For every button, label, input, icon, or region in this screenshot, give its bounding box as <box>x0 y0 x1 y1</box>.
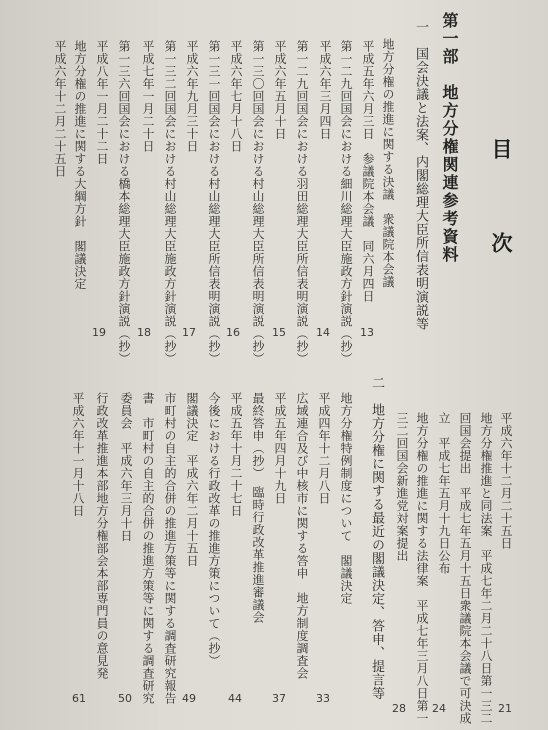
toc-entry-date: 平成六年五月十日 <box>273 40 287 140</box>
toc-entry: 第一三〇回国会における村山総理大臣所信表明演説（抄） <box>251 40 265 365</box>
toc-entry-date: 平成六年十一月十八日 <box>71 392 85 517</box>
section-one-heading: 一 国会決議と法案、内閣総理大臣所信表明演説等 <box>413 20 428 331</box>
page-number: 50 <box>118 692 132 705</box>
toc-entry: 地方分権の推進に関する法律案 平成七年三月八日第一 <box>415 412 429 725</box>
toc-entry: 第一二九回国会における羽田総理大臣所信表明演説（抄） <box>295 40 309 365</box>
page-number: 13 <box>360 326 374 339</box>
toc-entry-date: 平成七年一月二十日 <box>141 40 155 153</box>
page-number: 17 <box>182 326 196 339</box>
toc-entry: 地方分権の推進に関する大綱方針 閣議決定 <box>73 40 87 290</box>
toc-entry: 第一三二回国会における村山総理大臣施政方針演説（抄） <box>163 40 177 365</box>
toc-entry: 地方分権の推進に関する決議 衆議院本会議 <box>381 38 395 288</box>
page-number: 18 <box>137 326 151 339</box>
page-number: 28 <box>392 702 406 715</box>
page-number: 44 <box>228 692 242 705</box>
toc-entry-date: 委員会 平成六年三月十日 <box>119 392 133 542</box>
page-number: 33 <box>316 692 330 705</box>
page-number: 14 <box>316 326 330 339</box>
toc-entry: 地方分権推進と同法案 平成七年二月二十八日第一三二 <box>479 412 493 725</box>
toc-entry: 地方分権特例制度について 閣議決定 <box>339 392 353 605</box>
page-number: 61 <box>72 692 86 705</box>
toc-entry: 三二回国会新進党対案提出 <box>395 412 409 562</box>
toc-entry: 最終答申（抄） 臨時行政改革推進審議会 <box>251 392 265 624</box>
toc-entry: 立 平成七年五月十九日公布 <box>437 412 451 575</box>
toc-entry: 第一二九回国会における細川総理大臣施政方針演説（抄） <box>339 40 353 365</box>
toc-entry-date: 平成五年十月二十七日 <box>229 392 243 517</box>
toc-entry-date: 平成六年十二月二十五日 <box>499 412 513 550</box>
toc-entry: 市町村の自主的合併の推進方策等に関する調査研究報告 <box>163 392 177 705</box>
page-number: 16 <box>226 326 240 339</box>
part-title: 第一部 地方分権関連参考資料 <box>440 12 459 264</box>
page-number: 21 <box>498 702 512 715</box>
toc-entry-date: 平成六年七月十八日 <box>229 40 243 153</box>
section-two-heading: 二 地方分権に関する最近の閣議決定、答申、提言等 <box>369 376 384 700</box>
page-number: 15 <box>272 326 286 339</box>
toc-entry: 回国会提出 平成七年五月十五日衆議院本会議で可決成 <box>458 412 472 725</box>
toc-entry-date: 平成六年十二月二十五日 <box>53 40 67 178</box>
toc-entry-date: 平成八年一月二十二日 <box>95 40 109 165</box>
toc-entry-date: 平成六年三月四日 <box>318 40 332 140</box>
toc-entry-date: 平成六年九月三十日 <box>185 40 199 153</box>
page-number: 19 <box>92 326 106 339</box>
toc-entry: 広域連合及び中核市に関する答申 地方制度調査会 <box>295 392 309 680</box>
toc-entry: 行政改革推進本部地方分権部会本部専門員の意見発 <box>95 392 109 680</box>
toc-entry-date: 平成四年十二月八日 <box>317 392 331 505</box>
toc-entry: 書 市町村の自主的合併の推進方策等に関する調査研究 <box>141 392 155 705</box>
toc-entry-date: 閣議決定 平成六年二月十五日 <box>185 392 199 567</box>
toc-entry: 第一三一回国会における村山総理大臣所信表明演説（抄） <box>207 40 221 365</box>
page-number: 49 <box>182 692 196 705</box>
page-number: 24 <box>432 702 446 715</box>
toc-entry: 第一三六回国会における橋本総理大臣施政方針演説（抄） <box>117 40 131 365</box>
toc-entry-date: 平成五年四月十九日 <box>273 392 287 505</box>
toc-title: 目 次 <box>489 138 513 279</box>
toc-entry: 今後における行政改革の推進方策について（抄） <box>207 392 221 667</box>
toc-entry-date: 平成五年六月三日 参議院本会議 同六月四日 <box>361 40 375 303</box>
page-number: 37 <box>272 692 286 705</box>
